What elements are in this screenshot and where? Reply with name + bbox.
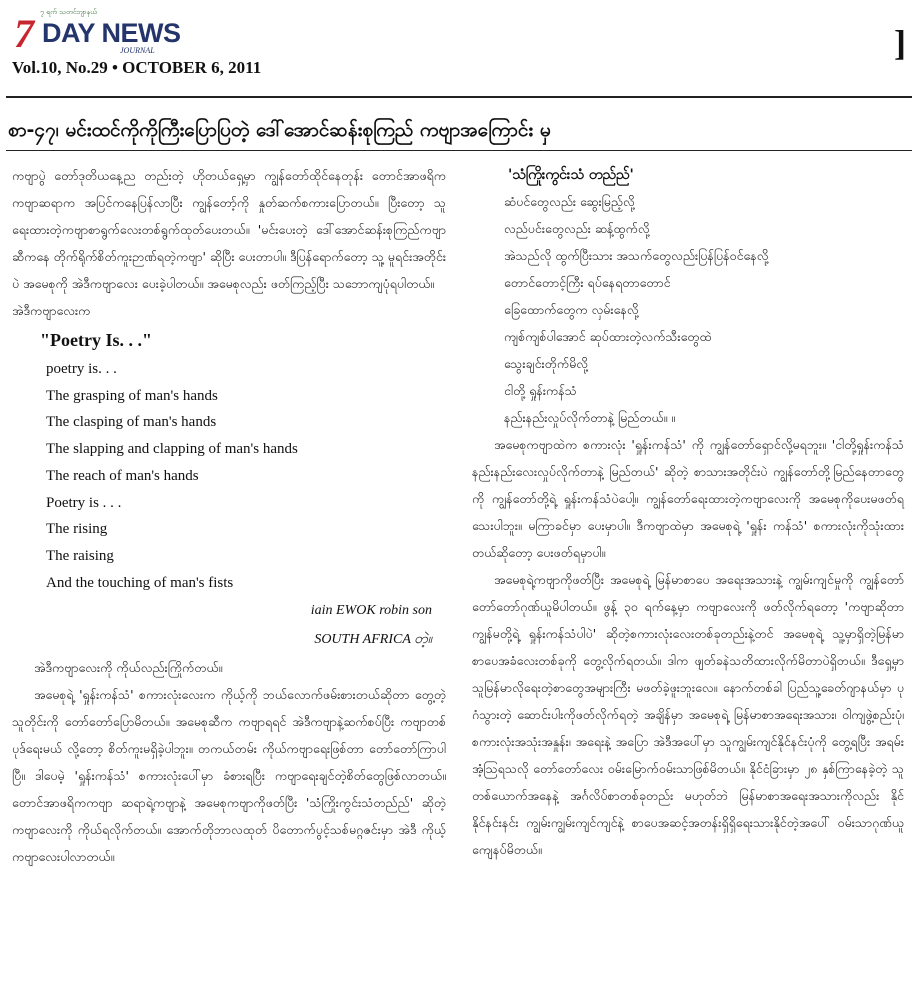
burmese-poem [472, 188, 904, 431]
masthead [8, 6, 908, 86]
logo-tagline: ၇ ရက် သတင်းဂျာနယ် [40, 8, 97, 16]
poem-line: The clasping of man's hands [46, 414, 217, 431]
verse-line: သွေးချင်းတိုက်မိလို့ [504, 356, 588, 371]
article-headline: စာ-၄၇၊ မင်းထင်ကိုကိုကြီးပြောပြတဲ့ ဒေါ်အောင်ဆန်းစုကြည် ကဗျာအကြောင်း မှ [8, 119, 551, 141]
top-rule [6, 96, 912, 98]
verse-line: နည်းနည်းလှုပ်လိုက်တာနဲ့ မြည်တယ်။ ။ [504, 410, 676, 425]
verse-line: ကျစ်ကျစ်ပါအောင် ဆုပ်ထားတဲ့လက်သီးတွေထဲ [504, 329, 712, 344]
poem-line: And the touching of man's fists [46, 574, 234, 591]
poem-line: The slapping and clapping of man's hands [46, 441, 298, 458]
issue-line: Vol.10, No.29 • OCTOBER 6, 2011 [12, 58, 262, 77]
logo-journal: JOURNAL [120, 46, 155, 55]
left-column [12, 162, 446, 870]
poem-line: The raising [46, 547, 114, 564]
english-poem [12, 356, 446, 596]
left-paragraph-3: အဲဒီကဗျာလေးကို ကိုယ်လည်းကြိုက်တယ်။ [34, 660, 223, 676]
poem-line: The grasping of man's hands [46, 387, 218, 404]
verse-line: တောင်တောင့်ကြီး ရပ်နေရတာတောင် [504, 275, 671, 290]
verse-line: အဲသည်လို ထွက်ပြီးသား အသက်တွေလည်းပြန်ပြန်ဝင်နေလို့ [504, 248, 769, 263]
headline-rule [6, 150, 912, 151]
verse-line: ဆံပင်တွေလည်း ဆွေးမြည့်လို့ [504, 194, 635, 209]
left-paragraph-4: အမေစုရဲ့ 'ရှုန်းကန်သံ' စကားလုံးလေးက ကိုယ့်ကို ဘယ်လောက်ဖမ်းစားတယ်ဆိုတာ တွေ့တဲ့သူတိုင်းကို တော်တော်ပြောမိတယ်။ အမေစုဆီက ကဗျာရရင် အဲဒီကဗျာနဲ့ဆက်စပ်ပြီး ကဗျာတစ်ပုဒ်ရေးမယ် လို့တော့ စိတ်ကူးမရှိခဲ့ပါဘူး။ တကယ်တမ်း ကိုယ်ကဗျာရေးဖြစ်တာ တော်တော်ကြာပါပြီ။ ဒါပေမဲ့ 'ရှုန်းကန်သံ' စကားလုံးပေါ်မှာ ခံစားရပြီး ကဗျာရေးချင်တဲ့စိတ်တွေဖြစ်လာတယ်။ တောင်အာဖရိကကဗျာ ဆရာရဲ့ကဗျာနဲ့ အမေစုကဗျာကိုဖတ်ပြီး 'သံကြိုးကွင်းသံတည်ည်' ဆိုတဲ့ ကဗျာလေးကို ကိုယ်ရလိုက်တယ်။ အောက်တိုဘာလထုတ် ပိတောက်ပွင့်သစ်မဂ္ဂဇင်းမှာ အဲဒီ ကိုယ့်ကဗျာလေးပါလာတယ်။ [12, 687, 446, 865]
logo-seven: 7 [14, 11, 34, 56]
right-column [472, 162, 904, 863]
poem-line: The reach of man's hands [46, 467, 199, 484]
right-paragraph-2: အမေစုရဲ့ကဗျာကိုဖတ်ပြီး အမေစုရဲ့ မြန်မာစာပေ အရေးအသားနဲ့ ကျွမ်းကျင်မှုကို ကျွန်တော်တော်တော်ဂုဏ်ယူမိပါတယ်။ ဖွန့် ၃၀ ရက်နေ့မှာ ကဗျာလေးကို ဖတ်လိုက်ရတော့ 'ကဗျာဆိုတာ ကျွန်မတို့ရဲ့ ရှုန်းကန်သံပါပဲ' ဆိုတဲ့စကားလုံးလေးတစ်ခုတည်းနဲ့တင် အမေစုရဲ့ သူ့မှာရှိတဲ့မြန်မာစာပေအခံလေးတစ်ခုကို တွေ့လိုက်ရတယ်။ ဒါက ဖျတ်ခနဲသတိထားလိုက်မိတာပဲရှိတယ်။ ဒီရှေ့မှာ သူမြန်မာလိုရေးတဲ့စာတွေအများကြီး မဖတ်ခဲ့ဖူးဘူးလေ။ နောက်တစ်ခါ ပြည်သူ့ခေတ်ဂျာနယ်မှာ ပုဂံသွားတဲ့ ဆောင်းပါးကိုဖတ်လိုက်ရတဲ့ အချိန်မှာ အမေစုရဲ့ မြန်မာစာအရေးအသား၊ ဝါကျဖွဲ့စည်းပုံ၊ စကားလုံးအသုံးအနှုန်း၊ အရေးနဲ့ အပြော အဲဒီအပေါ်မှာ သူကျွမ်းကျင်နိုင်နင်းပုံကို တွေ့ရပြီး အရမ်းအံ့သြရသလို တော်တော်လေး ဝမ်းမြောက်ဝမ်းသာဖြစ်မိတယ်။ နိုင်ငံခြားမှာ ၂၈ နှစ်ကြာနေခဲ့တဲ့ သူတစ်ယောက်အနေနဲ့ အင်္ဂလိပ်စာတစ်ခုတည်း မဟုတ်ဘဲ မြန်မာစာအရေးအသားကိုလည်း နိုင်နိုင်နင်းနင်း ကျွမ်းကျွမ်းကျင်ကျင်နဲ့ စာပေအဆင့်အတန်းရှိရှိရေးသားနိုင်တဲ့အပေါ် ဝမ်းသာဂုဏ်ယူကျေနပ်မိတယ်။ [472, 572, 904, 857]
right-paragraph-1: အမေစုကဗျာထဲက စကားလုံး 'ရှုန်းကန်သံ' ကို ကျွန်တော်ရှောင်လို့မရဘူး။ 'ငါတို့ရှုန်းကန်သံ နည်းနည်းလေးလှုပ်လိုက်တာနဲ့ မြည်တယ်' ဆိုတဲ့ စာသားအတိုင်းပဲ ကျွန်တော်တို့မြည်နေတာတွေကို ကျွန်တော်တို့ရဲ့ ရှုန်းကန်သံပဲပေါ့။ ကျွန်တော်ရေးထားတဲ့ကဗျာလေးကို အမေစုကိုပေးမဖတ်ရသေးပါဘူး။ မကြာခင်မှာ ပေးမှာပါ။ ဒီကဗျာထဲမှာ အမေစုရဲ့ 'ရှုန်း ကန်သံ' စကားလုံးကိုသုံးထားတယ်ဆိုတော့ ပေးဖတ်ရမှာပါ။ [472, 437, 904, 560]
poem-line: Poetry is . . . [46, 494, 122, 511]
poem-line: The rising [46, 521, 108, 538]
page-bracket: ] [894, 23, 906, 63]
verse-line: ငါတို့ ရှုန်းကန်သံ [504, 383, 577, 398]
burmese-poem-title: 'သံကြိုးကွင်းသံ တည်ည်' [508, 167, 634, 183]
left-paragraph-1: ကဗျာပွဲ တော်ဒုတိယနေ့ည တည်းတဲ့ ဟိုတယ်ရှေ့မှာ ကျွန်တော်ထိုင်နေတုန်း တောင်အာဖရိကကဗျာဆရာက အပြင်ကနေပြန်လာပြီး ကျွန်တော့်ကို နှုတ်ဆက်စကားပြောတယ်။ ပြီးတော့ သူရေးထားတဲ့ကဗျာစာရွက်လေးတစ်ရွက်ထုတ်ပေးတယ်။ 'မင်းပေးတဲ့ ဒေါ်အောင်ဆန်းစုကြည်ကဗျာဆီကနေ တိုက်ရိုက်စိတ်ကူးဉာဏ်ရတဲ့ကဗျာ' ဆိုပြီး ပေးတာပါ။ ဒီပြန်ရောက်တော့ သူ့ မူရင်းအတိုင်းပဲ အမေစုကို အဲဒီကဗျာလေး ပေးခဲ့ပါတယ်။ အမေစုလည်း ဖတ်ကြည့်ပြီး သဘောကျပုံရပါတယ်။ [12, 168, 446, 291]
poem-author: iain EWOK robin son [310, 603, 432, 619]
poem-line: poetry is. . . [46, 361, 117, 377]
left-paragraph-2: အဲဒီကဗျာလေးက [12, 303, 91, 318]
newspaper-logo [12, 6, 182, 58]
english-poem-title: "Poetry Is. . ." [40, 330, 152, 350]
logo-wordmark: DAY NEWS [42, 18, 181, 48]
verse-line: ခြေထောက်တွေက လှမ်းနေလို့ [504, 302, 639, 317]
verse-line: လည်ပင်းတွေလည်း ဆန့်ထွက်လို့ [504, 221, 650, 236]
page-edge [912, 98, 914, 986]
poem-author-location: SOUTH AFRICA တဲ့။ [314, 632, 432, 648]
